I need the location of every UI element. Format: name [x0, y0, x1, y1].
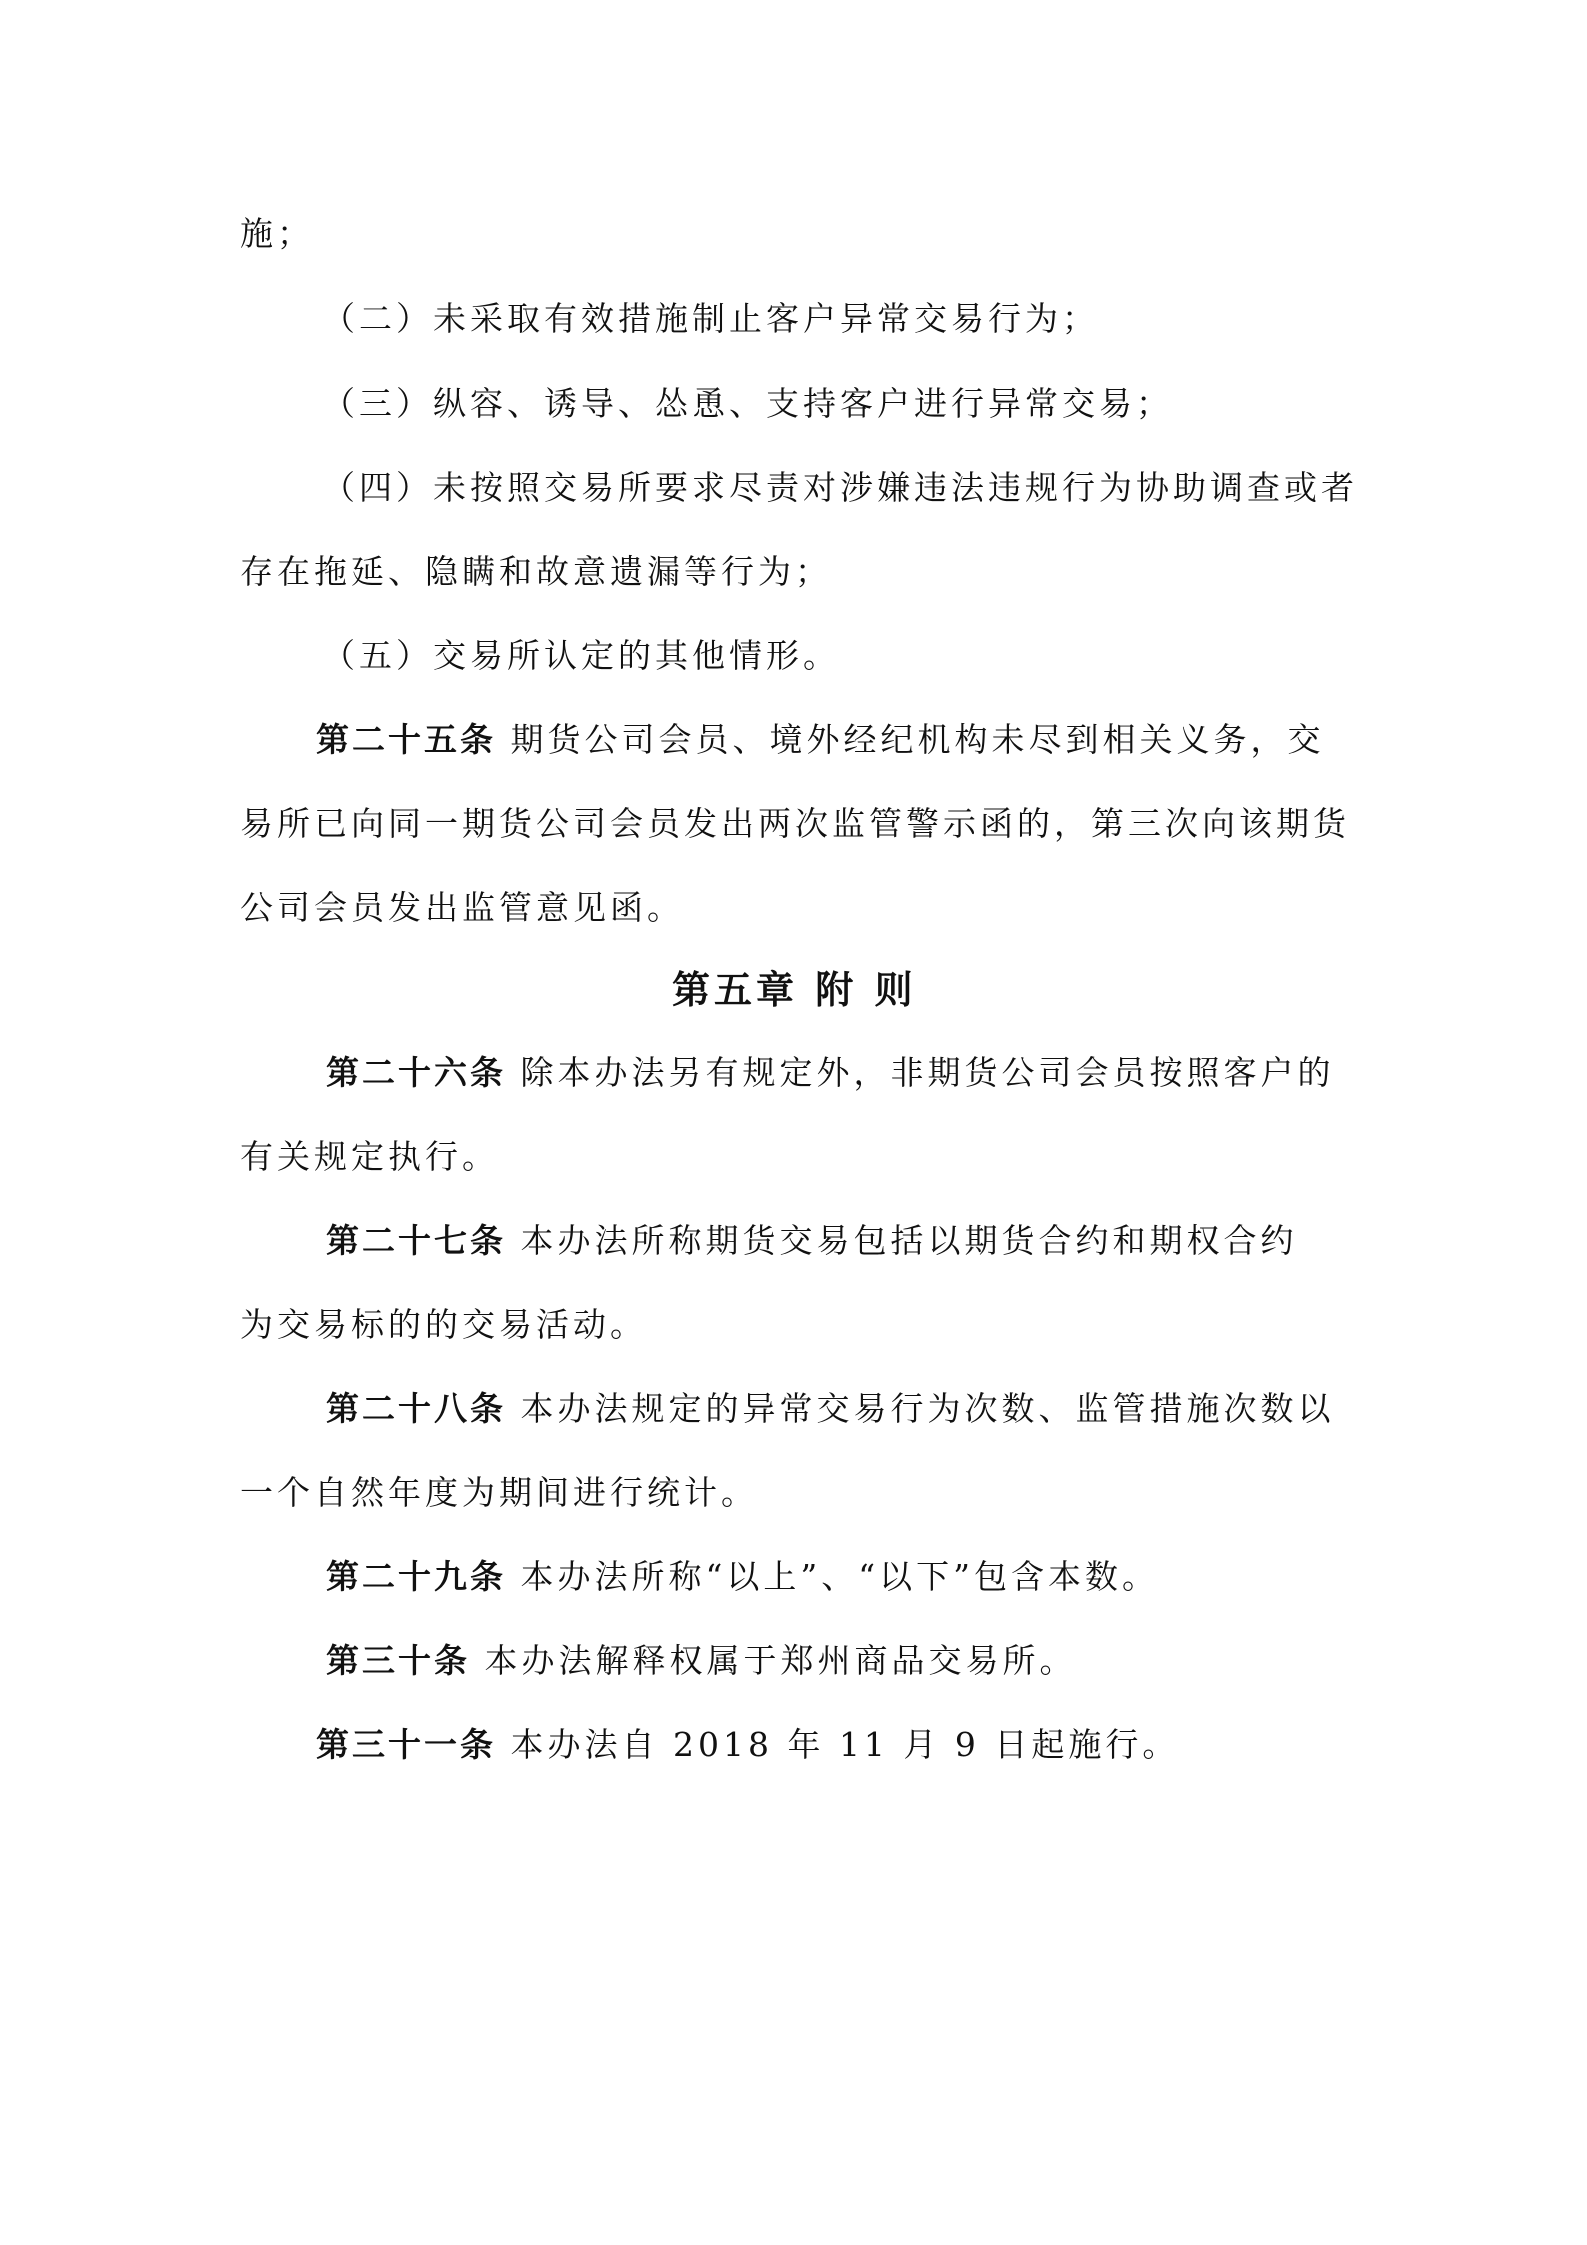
article-30-text: 本办法解释权属于郑州商品交易所。: [470, 1641, 1077, 1680]
article-26-text: 除本办法另有规定外，非期货公司会员按照客户的: [506, 1053, 1335, 1092]
article-27-line-1: [326, 1220, 1298, 1262]
article-26-line-2: 有关规定执行。: [240, 1137, 499, 1176]
text-line: （四）未按照交易所要求尽责对涉嫌违法违规行为协助调查或者: [322, 468, 1358, 507]
article-27-line-2: 为交易标的的交易活动。: [240, 1305, 647, 1344]
article-30-label: 第三十条: [326, 1641, 470, 1680]
article-26-label: 第二十六条: [326, 1053, 506, 1092]
text-line: （三）纵容、诱导、怂恿、支持客户进行异常交易；: [322, 384, 1173, 423]
article-26-line-1: [326, 1052, 1335, 1094]
article-29-line-1: [326, 1556, 1159, 1598]
article-25-line-2: 易所已向同一期货公司会员发出两次监管警示函的，第三次向该期货: [240, 804, 1350, 843]
text-line: 施；: [240, 214, 314, 253]
article-31-text: 本办法自 2018 年 11 月 9 日起施行。: [496, 1725, 1180, 1764]
chapter-title: 第五章 附 则: [672, 968, 917, 1012]
article-27-text: 本办法所称期货交易包括以期货合约和期权合约: [506, 1221, 1298, 1260]
article-27-label: 第二十七条: [326, 1221, 506, 1260]
article-28-text: 本办法规定的异常交易行为次数、监管措施次数以: [506, 1389, 1335, 1428]
article-25-text: 期货公司会员、境外经纪机构未尽到相关义务，交: [496, 720, 1325, 759]
article-28-line-1: [326, 1388, 1335, 1430]
text-line: （二）未采取有效措施制止客户异常交易行为；: [322, 299, 1099, 338]
article-28-label: 第二十八条: [326, 1389, 506, 1428]
text-line: 存在拖延、隐瞒和故意遗漏等行为；: [240, 552, 832, 591]
article-31-label: 第三十一条: [316, 1725, 496, 1764]
article-25-line-3: 公司会员发出监管意见函。: [240, 888, 684, 927]
article-29-label: 第二十九条: [326, 1557, 506, 1596]
text-line: （五）交易所认定的其他情形。: [322, 636, 840, 675]
article-25-line-1: [316, 719, 1325, 761]
article-28-line-2: 一个自然年度为期间进行统计。: [240, 1473, 758, 1512]
article-31-line-1: [316, 1724, 1179, 1766]
article-30-line-1: [326, 1640, 1077, 1682]
article-29-text: 本办法所称“以上”、“以下”包含本数。: [506, 1557, 1159, 1596]
article-25-label: 第二十五条: [316, 720, 496, 759]
